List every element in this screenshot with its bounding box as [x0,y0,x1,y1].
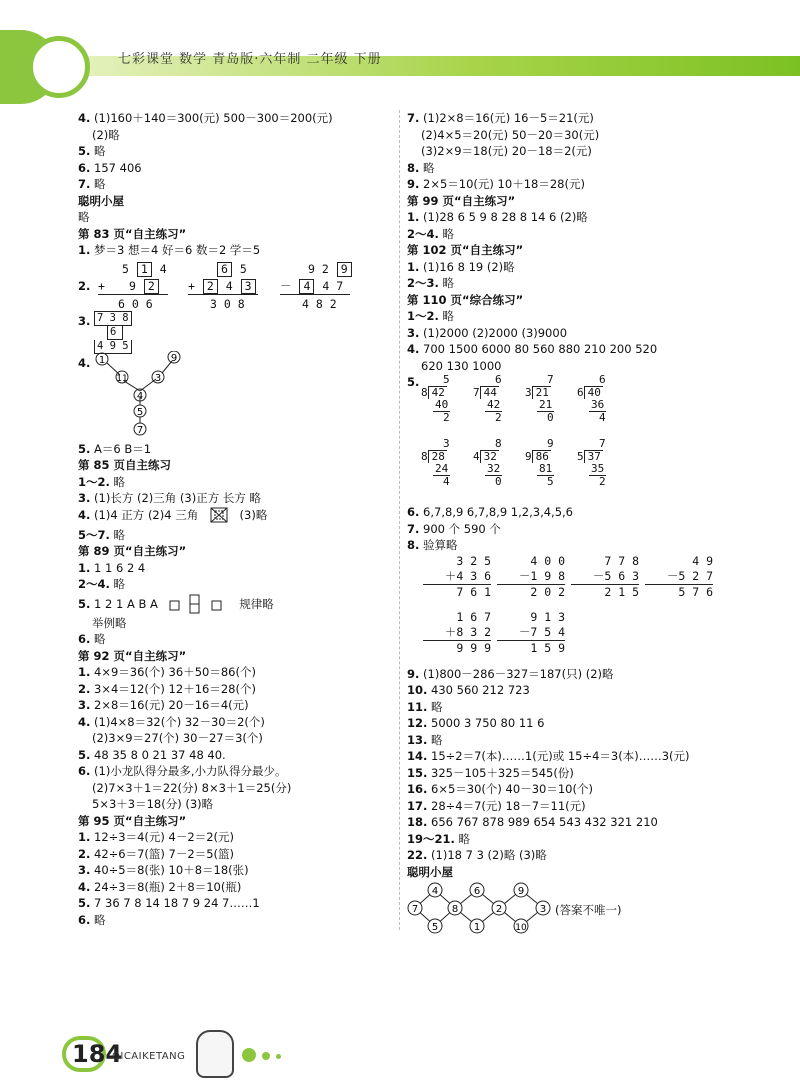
mascot-badge-icon [28,36,90,98]
answer-line: 5. 7 36 7 8 14 18 7 9 24 7……1 [78,896,260,910]
answer-line: 6. 6,7,8,9 6,7,8,9 1,2,3,4,5,6 [407,505,573,519]
chain-node: 5 [431,922,439,933]
answer-line: 7. 略 [78,177,106,191]
header-title: 七彩课堂 数学 青岛版·六年制 二年级 下册 [118,52,382,67]
answer-line: 5. 1 2 1 A B A 规律略 [78,593,390,615]
dividend: 40 [584,386,603,399]
operand: 9 1 3 [530,609,565,624]
vertical-calc [497,554,565,600]
section-heading: 聪明小屋 [78,193,124,208]
operand: －1 9 8 [497,569,565,585]
answer-line: 2. 3×4＝12(个) 12＋16＝28(个) [78,681,256,696]
tree-node: 7 [136,424,144,436]
operand: 4 0 0 [530,553,565,568]
dividend: 28 [428,450,447,463]
dividend: 86 [532,450,551,463]
quotient: 9 [547,437,554,450]
divisor: 3 [525,386,532,399]
answer-line: 1. 12÷3＝4(元) 4－2＝2(元) [78,830,234,844]
answer-line: 1. (1)16 8 19 (2)略 [407,259,515,274]
page-number: 184 [72,1040,123,1068]
product: 21 [539,398,553,411]
answer-line: 6. (1)小龙队得分最多,小力队得分最少。 [78,764,287,778]
answer-line: 5. 略 [78,144,106,158]
answer-line: 1. 4×9＝36(个) 36＋50＝86(个) [78,665,256,679]
answer-line: 6. 略 [78,912,106,927]
quotient: 8 [495,437,502,450]
answer-line: 8. 略 [407,160,435,175]
right-column [407,110,737,936]
divisor: 8 [421,450,428,463]
long-division [577,438,625,488]
remainder: 2 [495,411,502,424]
section-heading: 第 110 页“综合练习” [407,292,524,307]
vertical-calc [571,554,639,600]
answer-line: 1. 1 1 6 2 4 [78,560,146,575]
answer-line: 14. 15÷2＝7(本)……1(元)或 15÷4＝3(本)……3(元) [407,749,690,763]
smart-house-diagram [407,880,737,936]
answer-line: 13. 略 [407,732,443,747]
divisor: 5 [577,450,584,463]
dividend: 37 [584,450,603,463]
answer-line: (2)3×9＝27(个) 30－27＝3(个) [92,731,263,745]
remainder: 4 [599,411,606,424]
answer-line: 1. 梦＝3 想＝4 好＝6 数＝2 学＝5 [78,243,261,257]
result: 1 5 9 [530,640,565,655]
answer-line: (2)略 [92,127,120,142]
vertical-calc [497,610,565,656]
product: 81 [539,462,553,475]
answer-line: 3. (1)2000 (2)2000 (3)9000 [407,325,568,340]
chain-node: 7 [411,904,419,915]
section-heading: 第 89 页“自主练习” [78,544,187,558]
divisor: 9 [525,450,532,463]
number-chain-diagram [407,880,557,936]
answer-line: 9. 2×5＝10(元) 10＋18＝28(元) [407,177,585,191]
answer-line: 4. 700 1500 6000 80 560 880 210 200 520 [407,342,658,356]
operand: ＋4 3 6 [423,569,491,585]
shape-pattern-icon [168,594,230,614]
section-heading: 聪明小屋 [407,864,453,879]
left-column [78,110,390,928]
product: 42 [487,398,501,411]
section-heading: 第 95 页“自主练习” [78,813,187,828]
answer-line: 1. (1)28 6 5 9 8 28 8 14 6 (2)略 [407,210,588,224]
answer-line: 22. (1)18 7 3 (2)略 (3)略 [407,848,547,862]
answer-line: 5. A＝6 B＝1 [78,441,152,456]
answer-line: 7. (1)2×8＝16(元) 16－5＝21(元) [407,111,594,125]
remainder: 0 [495,475,502,488]
answer-line: 6. 157 406 [78,160,142,175]
long-division [473,438,521,488]
answer-line: 3. 40÷5＝8(张) 10＋8＝18(张) [78,863,249,877]
tree-node: 9 [170,352,178,364]
quotient: 3 [443,437,450,450]
chain-node: 8 [451,904,459,915]
operand: 7 7 8 [604,553,639,568]
divisor: 6 [577,386,584,399]
vertical-calc [423,554,491,600]
dividend: 42 [428,386,447,399]
tree-node: 3 [154,372,162,384]
answer-line: 4. (1)4×8＝32(个) 32－30＝2(个) [78,714,265,729]
decor-dot-icon [276,1054,281,1059]
tree-diagram [92,351,212,437]
answer-line: 举例略 [92,615,127,630]
quotient: 7 [547,373,554,386]
answer-line: 2. 42÷6＝7(篮) 7－2＝5(篮) [78,846,234,861]
number-grid-83: 3. 7 3 8 6 4 9 5 [78,311,390,355]
divisor: 4 [473,450,480,463]
tree-node: 5 [136,406,144,418]
answer-line: 9. (1)800－286－327＝187(只) (2)略 [407,666,614,681]
result: 9 9 9 [456,640,491,655]
remainder: 5 [547,475,554,488]
section-heading: 第 85 页自主练习 [78,458,172,472]
long-division [525,374,573,424]
result: 7 6 1 [456,584,491,599]
chain-node: 2 [495,904,503,915]
answer-line: (2)7×3＋1＝22(分) 8×3＋1＝25(分) [92,780,292,795]
answer-line: 11. 略 [407,699,443,714]
remainder: 2 [443,411,450,424]
vertical-calc [645,554,713,600]
answer-line: 2～4. 略 [407,226,455,241]
mascot-icon [196,1030,234,1078]
answer-line: 12. 5000 3 750 80 11 6 [407,716,545,730]
chain-node: 9 [517,886,525,897]
quotient: 6 [495,373,502,386]
remainder: 0 [547,411,554,424]
tree-node: 1 [98,354,106,366]
answer-line: 1～2. 略 [407,309,455,323]
product: 36 [591,398,605,411]
remainder: 2 [599,475,606,488]
answer-line: 5×3＋3＝18(分) (3)略 [92,797,214,811]
answer-line: 17. 28÷4＝7(元) 18－7＝11(元) [407,798,586,813]
answer-line: 4. (1)160＋140＝300(元) 500－300＝200(元) [78,111,333,125]
product: 40 [435,398,449,411]
answer-line: 16. 6×5＝30(个) 40－30＝10(个) [407,782,593,796]
answer-line: (3)2×9＝18(元) 20－18＝2(元) [421,144,592,158]
decor-dot-icon [262,1052,270,1060]
long-division [421,374,469,424]
long-division [473,374,521,424]
long-division [577,374,625,424]
square-diagonals-icon [210,507,228,523]
vertical-calc [423,610,491,656]
answer-line: 4. (1)4 正方 (2)4 三角 (3)略 [78,507,268,522]
long-division [525,438,573,488]
result: 2 1 5 [604,584,639,599]
answer-line: 4. 24÷3＝8(瓶) 2＋8＝10(瓶) [78,879,242,894]
chain-node: 6 [473,886,481,897]
answer-line: 10. 430 560 212 723 [407,683,530,697]
tree-node: 4 [136,390,144,402]
dividend: 21 [532,386,551,399]
section-heading: 第 92 页“自主练习” [78,648,187,663]
number-tree-83: 4. 1 9 11 3 4 5 7 [78,355,390,441]
operand: －7 5 4 [497,625,565,641]
remainder: 4 [443,475,450,488]
answer-line: 2～3. 略 [407,276,455,290]
operand: 3 2 5 [456,553,491,568]
operand: 4 9 [692,553,713,568]
section-heading: 第 99 页“自主练习” [407,193,516,208]
operand: －5 6 3 [571,569,639,585]
section-heading: 第 83 页“自主练习” [78,226,187,241]
dividend: 32 [480,450,499,463]
answer-line: 18. 656 767 878 989 654 543 432 321 210 [407,815,658,829]
divisor: 7 [473,386,480,399]
answer-line: 5～7. 略 [78,527,126,542]
tree-node: 11 [116,373,128,384]
answer-line: 620 130 1000 [421,358,502,373]
product: 24 [435,462,449,475]
answer-line: 3. 2×8＝16(元) 20－16＝4(元) [78,698,249,712]
answer-line: 5. 48 35 8 0 21 37 48 40. [78,747,226,762]
answer-line: 6. 略 [78,632,106,646]
vertical-sums-83: 5 1 4 6 5 9 2 9 2. + 9 2 + 2 4 3 － 4 4 7 6 0 6 3 0 8 4 8 2 [78,261,390,311]
result: 5 7 6 [678,584,713,599]
quotient: 6 [599,373,606,386]
chain-node: 1 [473,922,481,933]
operand: 1 6 7 [456,609,491,624]
product: 35 [591,462,605,475]
column-divider [399,110,400,930]
divisor: 8 [421,386,428,399]
answer-line: (2)4×5＝20(元) 50－20＝30(元) [421,127,600,142]
answer-line: 略 [78,210,90,224]
answer-line: 2～4. 略 [78,577,126,591]
chain-node: 4 [431,886,439,897]
long-division-block: 5. 5 8 42 40 2 6 7 44 42 2 7 3 21 21 0 6 6 40 36 4 3 8 28 24 4 8 4 32 32 0 9 9 86 81 5 7 5 37 35 2 [407,374,737,504]
chain-node: 3 [539,904,547,915]
quotient: 7 [599,437,606,450]
dividend: 44 [480,386,499,399]
operand: －5 2 7 [645,569,713,585]
brand-label: QICAIKETANG [112,1051,186,1062]
chain-node: 10 [515,923,527,933]
product: 32 [487,462,501,475]
section-heading: 第 102 页“自主练习” [407,243,524,257]
long-division [421,438,469,488]
result: 2 0 2 [530,584,565,599]
answer-line: 7. 900 个 590 个 [407,521,501,536]
answer-line: 1～2. 略 [78,474,126,489]
vertical-calculations [407,554,737,666]
quotient: 5 [443,373,450,386]
answer-line: 15. 325－105＋325＝545(份) [407,765,574,780]
answer-note: (答案不唯一) [555,903,622,917]
decor-dot-icon [242,1048,256,1062]
answer-line: 8. 验算略 [407,538,458,552]
operand: ＋8 3 2 [423,625,491,641]
answer-line: 19～21. 略 [407,831,471,846]
answer-line: 3. (1)长方 (2)三角 (3)正方 长方 略 [78,491,262,505]
